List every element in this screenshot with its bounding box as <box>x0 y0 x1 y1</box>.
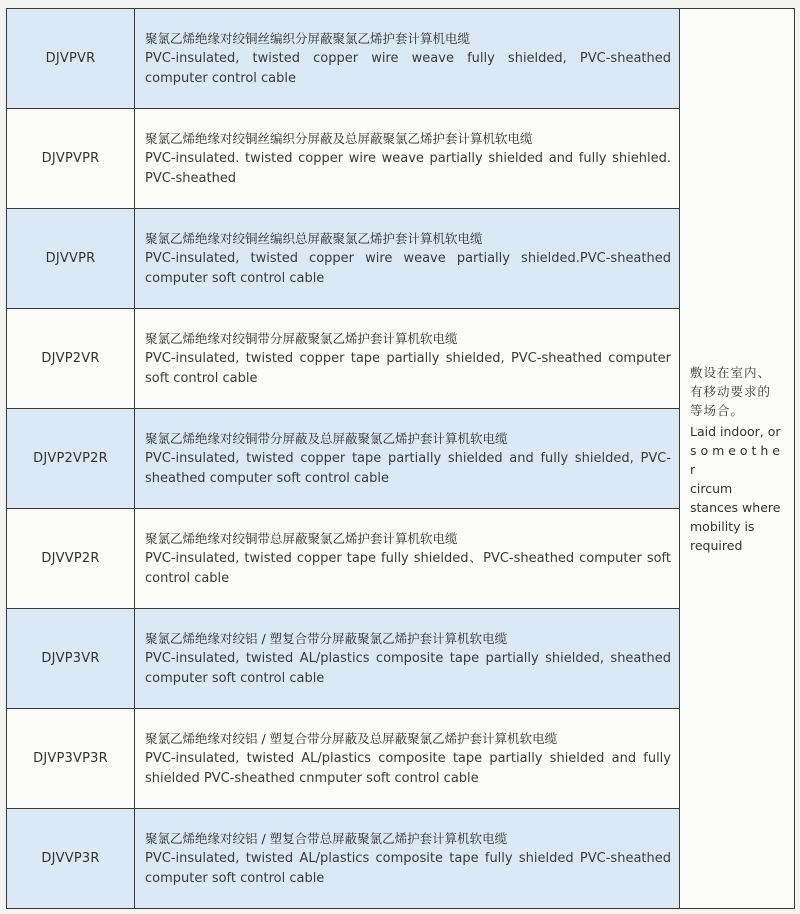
description-zh: 聚氯乙烯绝缘对绞铜带分屏蔽及总屏蔽聚氯乙烯护套计算机软电缆 <box>145 430 508 446</box>
usage-zh-line: 有移动要求的 <box>690 383 772 399</box>
usage-zh-line: 等场合。 <box>690 402 745 418</box>
description-zh: 聚氯乙烯绝缘对绞铜丝编织分屏蔽及总屏蔽聚氯乙烯护套计算机软电缆 <box>145 130 533 146</box>
cable-description <box>135 809 680 909</box>
description-en: PVC-insulated, twisted AL/plastics composite tape partially shielded, sheathed computer soft control cable <box>145 650 671 686</box>
description-en: PVC-insulated, twisted copper tape partially shielded, PVC-sheathed computer soft control cable <box>145 350 671 386</box>
description-zh: 聚氯乙烯绝缘对绞铜带总屏蔽聚氯乙烯护套计算机软电缆 <box>145 530 458 546</box>
model-code: DJVVP2R <box>7 509 135 609</box>
table-row <box>7 509 795 609</box>
description-zh: 聚氯乙烯绝缘对绞铝 / 塑复合带分屏蔽及总屏蔽聚氯乙烯护套计算机软电缆 <box>145 730 558 746</box>
table-row <box>7 209 795 309</box>
description-zh: 聚氯乙烯绝缘对绞铜带分屏蔽聚氯乙烯护套计算机软电缆 <box>145 330 458 346</box>
model-code: DJVPVPR <box>7 109 135 209</box>
usage-note <box>680 9 795 909</box>
cable-description <box>135 709 680 809</box>
model-code: DJVVPR <box>7 209 135 309</box>
table-row <box>7 309 795 409</box>
cable-description <box>135 409 680 509</box>
cable-description <box>135 209 680 309</box>
description-en: PVC-insulated, twisted copper wire weave fully shielded, PVC-sheathed computer control cable <box>145 50 671 86</box>
description-zh: 聚氯乙烯绝缘对绞铝 / 塑复合带分屏蔽聚氯乙烯护套计算机软电缆 <box>145 630 508 646</box>
description-en: PVC-insulated, twisted copper wire weave partially shielded.PVC-sheathed computer soft control cable <box>145 250 671 286</box>
table-row <box>7 609 795 709</box>
table-row <box>7 9 795 109</box>
description-zh: 聚氯乙烯绝缘对绞铜丝编织分屏蔽聚氯乙烯护套计算机电缆 <box>145 30 471 46</box>
description-en: PVC-insulated, twisted copper tape fully shielded、PVC-sheathed computer soft control cable <box>145 550 671 586</box>
usage-en-line: mobility is <box>690 518 755 534</box>
description-en: PVC-insulated. twisted copper wire weave partially shielded and fully shiehled. PVC-sheathed <box>145 150 671 186</box>
table-row <box>7 709 795 809</box>
usage-en-line: required <box>690 537 743 553</box>
usage-en-line: stances where <box>690 499 781 515</box>
description-zh: 聚氯乙烯绝缘对绞铜丝编织总屏蔽聚氯乙烯护套计算机软电缆 <box>145 230 483 246</box>
model-code: DJVVP3R <box>7 809 135 909</box>
model-code: DJVPVR <box>7 9 135 109</box>
cable-table <box>6 8 795 909</box>
cable-description <box>135 509 680 609</box>
usage-en-line: s o m e o t h e r <box>690 442 781 477</box>
cable-description <box>135 109 680 209</box>
model-code: DJVP3VR <box>7 609 135 709</box>
model-code: DJVP3VP3R <box>7 709 135 809</box>
model-code: DJVP2VP2R <box>7 409 135 509</box>
usage-en-line: Laid indoor, or <box>690 423 781 439</box>
table-row <box>7 809 795 909</box>
cable-description <box>135 609 680 709</box>
description-zh: 聚氯乙烯绝缘对绞铝 / 塑复合带总屏蔽聚氯乙烯护套计算机软电缆 <box>145 830 508 846</box>
cable-description <box>135 9 680 109</box>
cable-description <box>135 309 680 409</box>
table-row <box>7 109 795 209</box>
usage-en-line: circum <box>690 480 733 496</box>
model-code: DJVP2VR <box>7 309 135 409</box>
table-row <box>7 409 795 509</box>
description-en: PVC-insulated, twisted AL/plastics composite tape fully shielded PVC-sheathed computer soft control cable <box>145 850 671 886</box>
description-en: PVC-insulated, twisted copper tape partially shielded and fully shielded, PVC-sheathed computer soft control cable <box>145 450 671 486</box>
cable-spec-sheet <box>6 8 794 912</box>
description-en: PVC-insulated, twisted AL/plastics composite tape partially shielded and fully shielded PVC-sheathed cnmputer soft control cable <box>145 750 671 786</box>
usage-zh-line: 敷设在室内、 <box>690 364 772 380</box>
